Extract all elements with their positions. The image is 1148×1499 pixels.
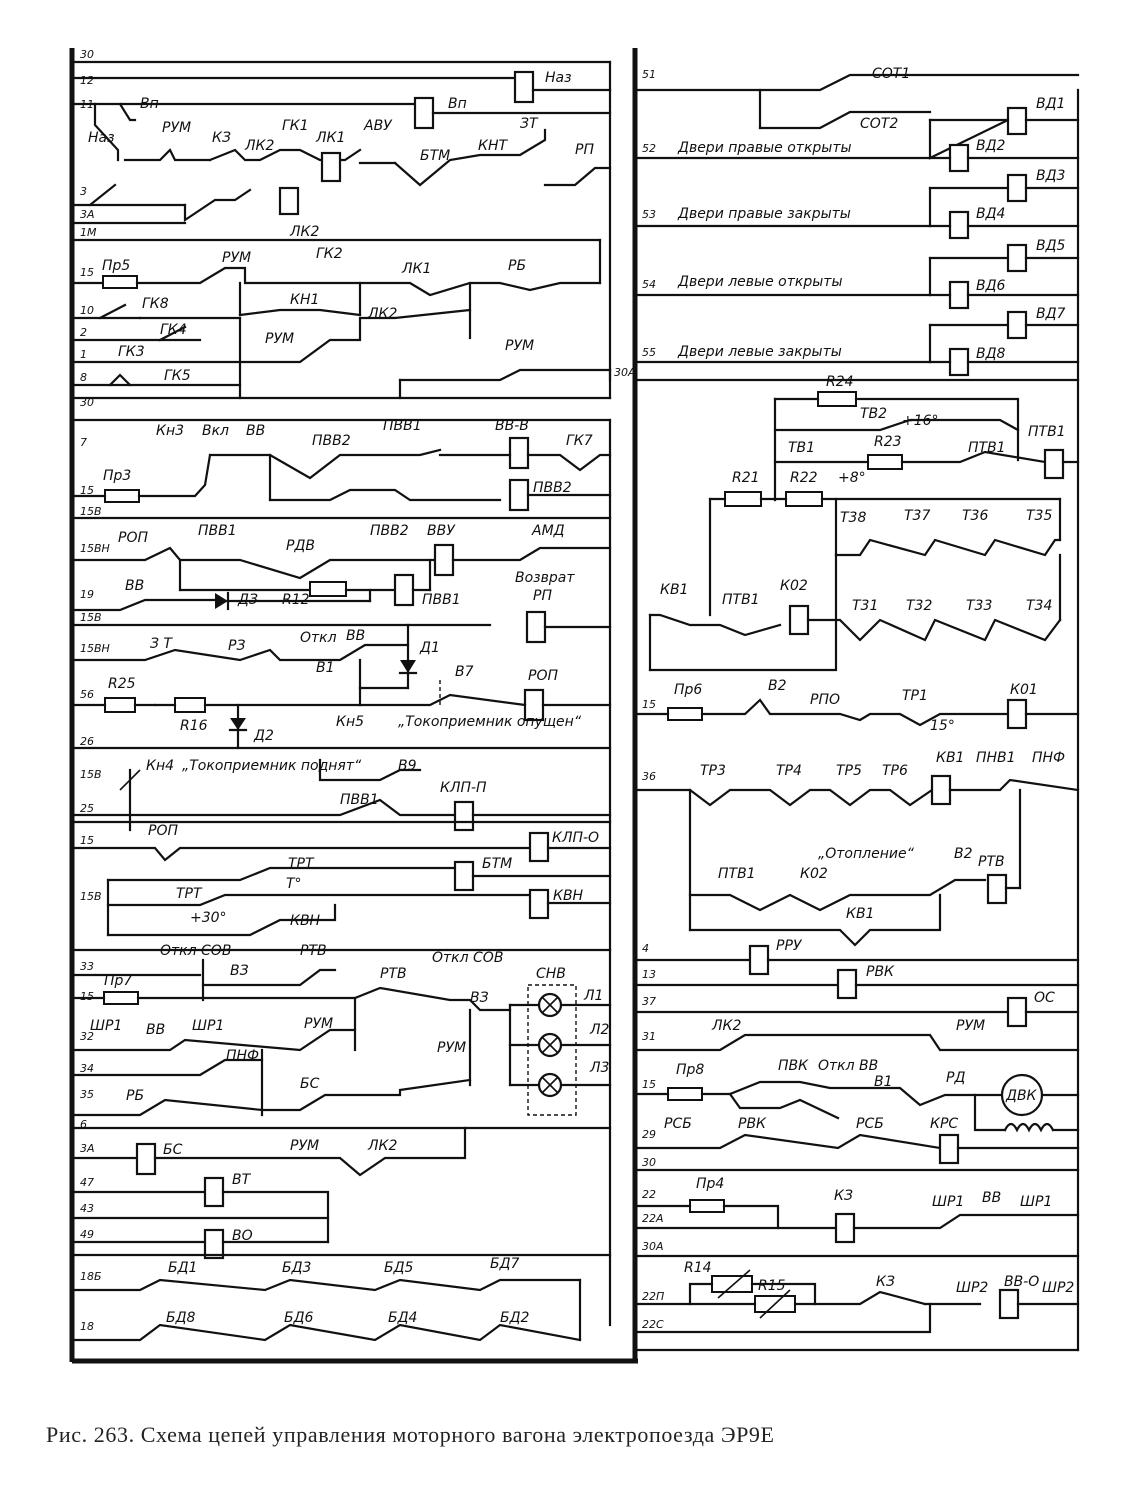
label-bd6: БД6: [284, 1310, 314, 1326]
label-kn4: Кн4: [146, 758, 174, 774]
label-pvv2-coil: ПВВ2: [533, 480, 572, 496]
wire-15v-b: 15В: [80, 611, 102, 624]
label-tr6: ТР6: [882, 763, 908, 779]
wire-7: 7: [80, 436, 87, 449]
label-pvv1-c: ПВВ1: [340, 792, 379, 808]
label-pvv1-pvv2: ПВВ1: [422, 592, 461, 608]
wire-15-r2: 15: [642, 1078, 656, 1091]
wire-54: 54: [642, 278, 656, 291]
label-shr1-a: ШР1: [90, 1018, 123, 1034]
label-rpo: РПО: [810, 692, 840, 708]
label-rtv-1: РТВ: [300, 943, 327, 959]
label-vv-o: ВВ-О: [1004, 1274, 1040, 1290]
label-shr1-r2: ШР1: [1020, 1194, 1053, 1210]
label-vz-1: ВЗ: [230, 963, 249, 979]
label-gk4: ГК4: [160, 322, 187, 338]
label-l3: Л3: [590, 1060, 610, 1076]
label-pr7: Пр7: [104, 973, 133, 989]
label-d2: Д2: [254, 728, 274, 744]
label-kn5: Кн5: [336, 714, 364, 730]
wire-15v-c: 15В: [80, 768, 102, 781]
wire-22: 22: [642, 1188, 656, 1201]
label-dz: ДЗ: [238, 592, 258, 608]
wire-12: 12: [80, 74, 94, 87]
label-r15: R15: [758, 1278, 786, 1294]
wire-13: 13: [642, 968, 656, 981]
label-v2-b: В2: [954, 846, 973, 862]
label-kn1: КН1: [290, 292, 320, 308]
wire-53: 53: [642, 208, 656, 221]
label-trt-2: ТРТ: [176, 886, 202, 902]
label-kvn-contact: КВН: [290, 913, 321, 929]
label-rop-coil: РОП: [528, 668, 558, 684]
wire-29: 29: [642, 1128, 656, 1141]
label-tv1: ТВ1: [788, 440, 816, 456]
wire-33: 33: [80, 960, 94, 973]
text-otoplenie: „Отопление“: [818, 846, 914, 862]
label-pnf-r: ПНФ: [1032, 750, 1066, 766]
label-bd3: БД3: [282, 1260, 312, 1276]
label-naz: Наз: [545, 70, 572, 86]
label-rum-3: РУМ: [265, 331, 295, 347]
label-v9: В9: [398, 758, 417, 774]
label-r16: R16: [180, 718, 208, 734]
label-tr1: ТР1: [902, 688, 928, 704]
wire-22p: 22П: [642, 1290, 665, 1303]
wire-52: 52: [642, 142, 656, 155]
label-pnf: ПНФ: [226, 1048, 260, 1064]
label-sot2: СОТ2: [860, 116, 899, 132]
label-r24: R24: [826, 374, 854, 390]
label-vd1: ВД1: [1036, 96, 1066, 112]
label-d1: Д1: [420, 640, 440, 656]
wire-43: 43: [80, 1202, 94, 1215]
label-l1: Л1: [584, 988, 604, 1004]
label-t33: Т33: [966, 598, 993, 614]
label-knt: КНТ: [478, 138, 508, 154]
label-pr6: Пр6: [674, 682, 703, 698]
wire-49: 49: [80, 1228, 94, 1241]
label-gk7: ГК7: [566, 433, 593, 449]
label-tokopriemnik-podnyat: „Токоприемник поднят“: [182, 758, 362, 774]
label-rsb-b: РСБ: [856, 1116, 884, 1132]
label-v2-a: В2: [768, 678, 787, 694]
label-lk2-a: ЛК2: [245, 138, 275, 154]
text-doors-left-closed: Двери левые закрыты: [678, 344, 842, 360]
label-shr1-r1: ШР1: [932, 1194, 965, 1210]
label-amd: АМД: [532, 523, 565, 539]
wire-30-r: 30: [642, 1156, 656, 1169]
label-kv1-b: КВ1: [936, 750, 965, 766]
label-gk8: ГК8: [142, 296, 169, 312]
label-rum-4: РУМ: [505, 338, 535, 354]
wire-34: 34: [80, 1062, 94, 1075]
label-btm: БТМ: [420, 148, 451, 164]
label-rvk: РВК: [866, 964, 894, 980]
figure-caption: Рис. 263. Схема цепей управления моторного вагона электропоезда ЭР9Е: [46, 1422, 775, 1447]
label-rp-2: РП: [533, 588, 552, 604]
label-t37: Т37: [904, 508, 931, 524]
label-k01: К01: [1010, 682, 1038, 698]
wire-30-b: 30: [80, 396, 94, 409]
label-ptv1-d: ПТВ1: [718, 866, 756, 882]
label-bd1: БД1: [168, 1260, 198, 1276]
wire-55: 55: [642, 346, 656, 359]
label-v1: В1: [316, 660, 335, 676]
wire-15-d: 15: [80, 990, 94, 1003]
label-l2: Л2: [590, 1022, 610, 1038]
label-v7: В7: [455, 664, 474, 680]
node-30a: 30А: [614, 366, 636, 379]
label-pvv1: ПВВ1: [383, 418, 422, 434]
label-kvn: КВН: [553, 888, 584, 904]
label-tokopriemnik-opushen: „Токоприемник опущен“: [398, 714, 582, 730]
label-otkl-sov-2: Откл СОВ: [432, 950, 504, 966]
wire-56: 56: [80, 688, 94, 701]
label-r14: R14: [684, 1260, 712, 1276]
label-pvk: ПВК: [778, 1058, 809, 1074]
wire-22c: 22С: [642, 1318, 664, 1331]
label-pr5: Пр5: [102, 258, 131, 274]
label-plus16: +16°: [902, 413, 939, 429]
label-lk1-a: ЛК1: [316, 130, 346, 146]
wire-15vn-b: 15ВН: [80, 642, 110, 655]
label-shr1-b: ШР1: [192, 1018, 225, 1034]
label-lk2-coil: ЛК2: [290, 224, 320, 240]
label-vd6: ВД6: [976, 278, 1006, 294]
label-r23: R23: [874, 434, 902, 450]
wire-8: 8: [80, 371, 87, 384]
label-plus8: +8°: [838, 470, 866, 486]
wire-2: 2: [80, 326, 87, 339]
label-vkl: Вкл: [202, 423, 230, 439]
label-ptv1-c: ПТВ1: [722, 592, 760, 608]
label-gk5: ГК5: [164, 368, 191, 384]
right-panel: [614, 66, 1078, 1350]
text-doors-right-closed: Двери правые закрыты: [678, 206, 851, 222]
label-ptv1-b: ПТВ1: [1028, 424, 1066, 440]
label-rsb-a: РСБ: [664, 1116, 692, 1132]
text-doors-left-open: Двери левые открыты: [678, 274, 843, 290]
label-rtv-2: РТВ: [380, 966, 407, 982]
wire-18b: 18Б: [80, 1270, 102, 1283]
wire-51: 51: [642, 68, 656, 81]
wire-15-c: 15: [80, 834, 94, 847]
label-vp-coil: Вп: [448, 96, 467, 112]
wire-47: 47: [80, 1176, 94, 1189]
label-pvv2-b: ПВВ2: [370, 523, 409, 539]
label-klp-o: КЛП-О: [552, 830, 600, 846]
label-vd2: ВД2: [976, 138, 1006, 154]
label-snv: СНВ: [536, 966, 566, 982]
label-vvu: ВВУ: [427, 523, 455, 539]
wire-30-top: 30: [80, 48, 94, 61]
label-t34: Т34: [1026, 598, 1053, 614]
label-tr3: ТР3: [700, 763, 726, 779]
label-lk2-r: ЛК2: [712, 1018, 742, 1034]
label-bd8: БД8: [166, 1310, 196, 1326]
label-btm-coil: БТМ: [482, 856, 513, 872]
wire-31: 31: [642, 1030, 656, 1043]
label-pvv2: ПВВ2: [312, 433, 351, 449]
label-t38: Т38: [840, 510, 867, 526]
label-trt-1: ТРТ: [288, 856, 314, 872]
label-t31: Т31: [852, 598, 879, 614]
label-rvk-r: РВК: [738, 1116, 766, 1132]
label-shr2-b: ШР2: [1042, 1280, 1075, 1296]
wire-19: 19: [80, 588, 94, 601]
label-k02-a: К02: [780, 578, 808, 594]
label-otkl-sov: Откл СОВ: [160, 943, 232, 959]
wire-6: 6: [80, 1118, 87, 1131]
wire-3a-b: 3А: [80, 1142, 95, 1155]
label-rdv: РДВ: [286, 538, 315, 554]
label-rum-6: РУМ: [437, 1040, 467, 1056]
label-kv1-c: КВ1: [846, 906, 875, 922]
label-bd2: БД2: [500, 1310, 530, 1326]
label-rru: РРУ: [776, 938, 802, 954]
label-rum-1: РУМ: [162, 120, 192, 136]
label-rum-7: РУМ: [290, 1138, 320, 1154]
label-vd3: ВД3: [1036, 168, 1066, 184]
label-r25: R25: [108, 676, 136, 692]
label-vv-2: ВВ: [125, 578, 145, 594]
label-ptv1-a: ПТВ1: [968, 440, 1006, 456]
label-t-deg: Т°: [286, 876, 302, 892]
label-tv2: ТВ2: [860, 406, 888, 422]
label-vo: ВО: [232, 1228, 253, 1244]
label-rb-2: РБ: [126, 1088, 145, 1104]
label-r12: R12: [282, 592, 310, 608]
label-15deg: 15°: [930, 718, 955, 734]
wire-25: 25: [80, 802, 94, 815]
label-gk1: ГК1: [282, 118, 309, 134]
label-krs: КРС: [930, 1116, 959, 1132]
label-rtv: РТВ: [978, 854, 1005, 870]
wire-1m: 1М: [80, 226, 97, 239]
label-k3-r2: КЗ: [876, 1274, 895, 1290]
label-t32: Т32: [906, 598, 933, 614]
wire-32: 32: [80, 1030, 94, 1043]
label-k02-b: К02: [800, 866, 828, 882]
label-k3-r: КЗ: [834, 1188, 853, 1204]
label-pvv1-b: ПВВ1: [198, 523, 237, 539]
label-tr5: ТР5: [836, 763, 862, 779]
label-kn3: Кн3: [156, 423, 184, 439]
label-rop-1: РОП: [118, 530, 148, 546]
label-klp-p: КЛП-П: [440, 780, 487, 796]
label-vv-v: ВВ-В: [495, 418, 529, 434]
wire-37: 37: [642, 995, 656, 1008]
label-bs-coil: БС: [163, 1142, 183, 1158]
label-vv-r: ВВ: [982, 1190, 1002, 1206]
wire-15v: 15В: [80, 505, 102, 518]
label-rop-2: РОП: [148, 823, 178, 839]
label-rb-1: РБ: [508, 258, 527, 274]
label-pr4: Пр4: [696, 1176, 725, 1192]
label-lk2-b: ЛК2: [368, 306, 398, 322]
label-zt: З Т: [150, 636, 172, 652]
wire-3: 3: [80, 185, 87, 198]
label-3t: ЗТ: [520, 116, 538, 132]
wire-15-b: 15: [80, 484, 94, 497]
label-bd4: БД4: [388, 1310, 418, 1326]
label-t36: Т36: [962, 508, 989, 524]
label-rd: РД: [946, 1070, 966, 1086]
label-pnv1: ПНВ1: [976, 750, 1016, 766]
label-gk3: ГК3: [118, 344, 145, 360]
label-gk2: ГК2: [316, 246, 343, 262]
wire-26: 26: [80, 735, 94, 748]
wire-30a-r: 30А: [642, 1240, 664, 1253]
label-rum-2: РУМ: [222, 250, 252, 266]
wire-36: 36: [642, 770, 656, 783]
wire-15-a: 15: [80, 266, 94, 279]
label-rum-5: РУМ: [304, 1016, 334, 1032]
label-vp-contact: Вп: [140, 96, 159, 112]
text-doors-right-open: Двери правые открыты: [678, 140, 852, 156]
label-vv-3: ВВ: [346, 628, 366, 644]
wire-10: 10: [80, 304, 94, 317]
label-lk1-b: ЛК1: [402, 261, 432, 277]
label-os: ОС: [1034, 990, 1055, 1006]
label-plus30: +30°: [190, 910, 227, 926]
label-vd7: ВД7: [1036, 306, 1066, 322]
label-pr3: Пр3: [103, 468, 132, 484]
label-vd5: ВД5: [1036, 238, 1066, 254]
label-r22: R22: [790, 470, 818, 486]
label-kv1-a: КВ1: [660, 582, 689, 598]
label-vozvrat: Возврат: [515, 570, 575, 586]
label-bd7: БД7: [490, 1256, 520, 1272]
label-shr2-a: ШР2: [956, 1280, 989, 1296]
label-lk2-c: ЛК2: [368, 1138, 398, 1154]
label-vt: ВТ: [232, 1172, 251, 1188]
label-rum-r: РУМ: [956, 1018, 986, 1034]
label-rz: РЗ: [228, 638, 246, 654]
wire-1: 1: [80, 348, 87, 361]
label-otkl-vv: Откл ВВ: [818, 1058, 879, 1074]
wire-22a: 22А: [642, 1212, 664, 1225]
wire-18: 18: [80, 1320, 94, 1333]
label-k3: КЗ: [212, 130, 231, 146]
wire-15-r1: 15: [642, 698, 656, 711]
wire-3a: 3А: [80, 208, 95, 221]
label-bd5: БД5: [384, 1260, 414, 1276]
label-vd8: ВД8: [976, 346, 1006, 362]
wire-15vn: 15ВН: [80, 542, 110, 555]
label-naz-contact: Наз: [88, 130, 115, 146]
left-panel: [72, 48, 638, 1362]
label-dvk: ДВК: [1006, 1088, 1037, 1104]
wire-35: 35: [80, 1088, 94, 1101]
label-vz-2: ВЗ: [470, 990, 489, 1006]
wire-11: 11: [80, 98, 94, 111]
label-avu: АВУ: [364, 118, 392, 134]
label-rp: РП: [575, 142, 594, 158]
label-pr8: Пр8: [676, 1062, 705, 1078]
label-sot1: СОТ1: [872, 66, 911, 82]
label-vd4: ВД4: [976, 206, 1006, 222]
label-otkl: Откл: [300, 630, 337, 646]
label-t35: Т35: [1026, 508, 1053, 524]
label-v1-r: В1: [874, 1074, 893, 1090]
wire-15v-d: 15В: [80, 890, 102, 903]
label-bs-1: БС: [300, 1076, 320, 1092]
label-vv-4: ВВ: [146, 1022, 166, 1038]
label-tr4: ТР4: [776, 763, 802, 779]
wire-4: 4: [642, 942, 649, 955]
label-r21: R21: [732, 470, 760, 486]
label-vv-1: ВВ: [246, 423, 266, 439]
